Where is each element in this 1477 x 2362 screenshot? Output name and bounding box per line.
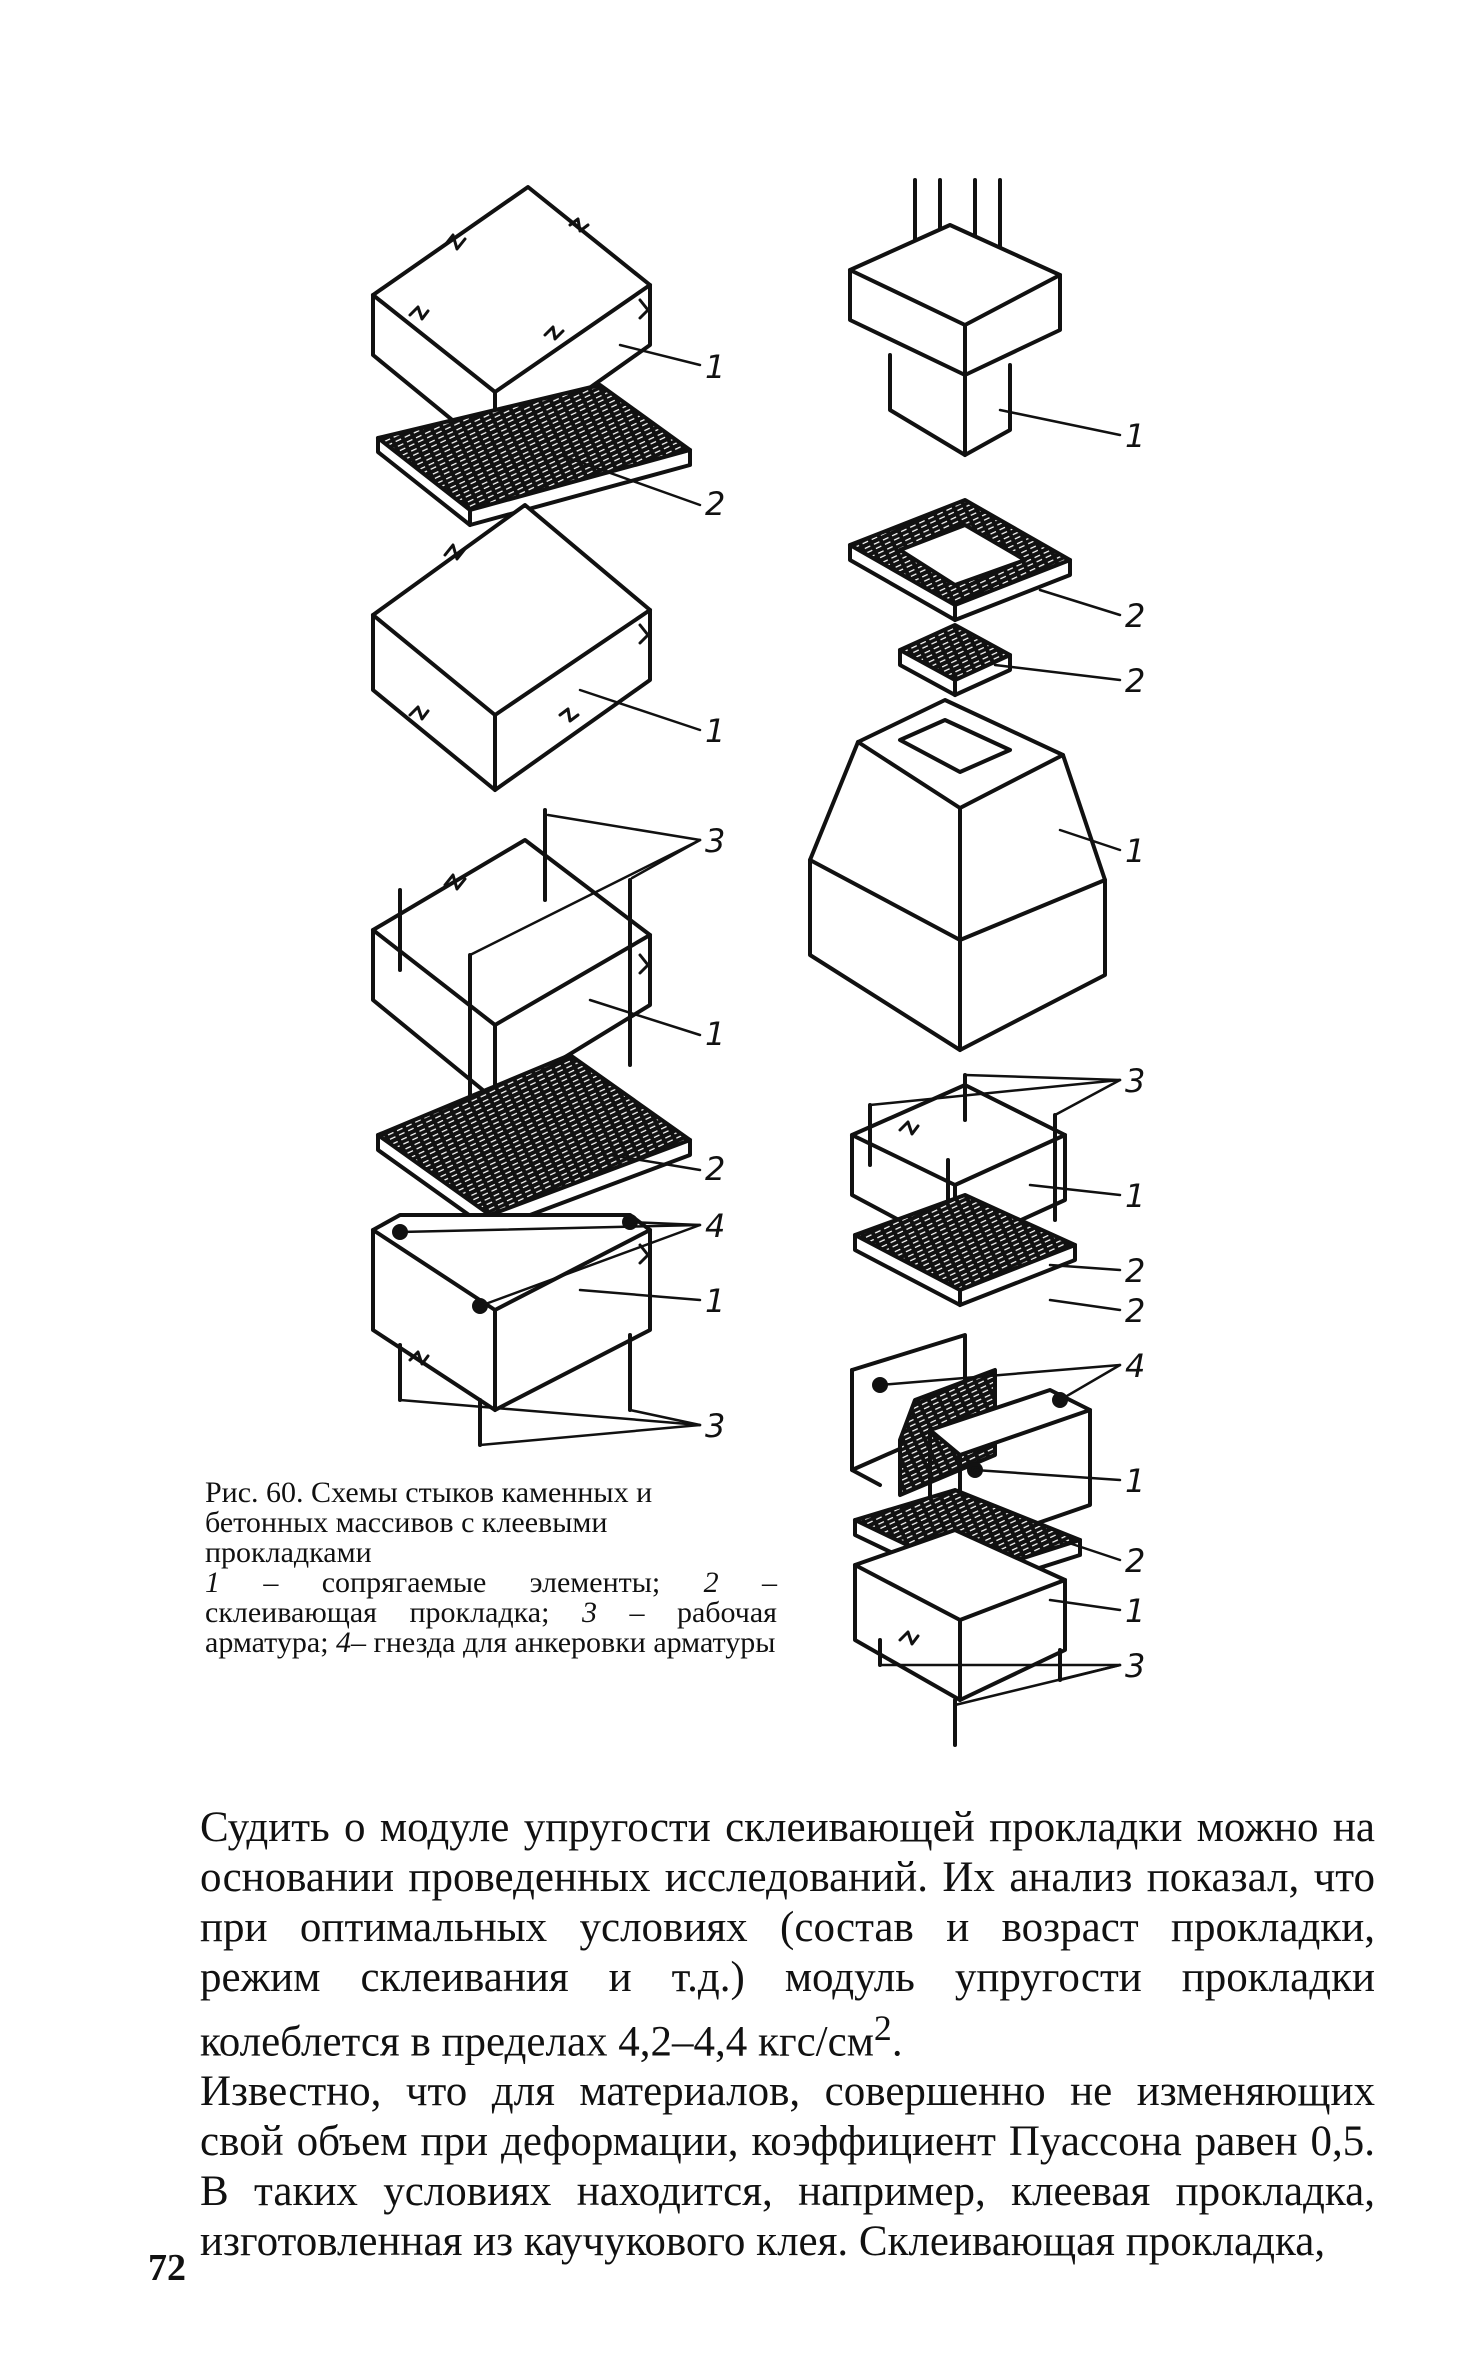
right-small-pad [900,625,1010,695]
label-1: 1 [705,348,726,386]
legend-text-3: – рабочая арматура; [205,1596,777,1659]
left-mid-pad [378,1055,690,1230]
left-top-pad [378,385,690,525]
legend-text-2: – склеивающая прокладка; [205,1566,777,1629]
label-1: 1 [1125,417,1146,455]
label-4: 4 [1125,1347,1146,1385]
label-2: 2 [1125,1542,1146,1580]
legend-num-3: 3 [581,1596,597,1629]
label-1: 1 [705,1282,726,1320]
caption-legend [205,1568,777,1658]
figure-caption [205,1478,777,1658]
right-column-cap [850,180,1060,455]
label-4: 4 [705,1207,726,1245]
legend-num-2: 2 [703,1566,719,1599]
label-2: 2 [705,1150,726,1188]
label-2: 2 [1125,597,1146,635]
right-bottom-block [855,1530,1065,1745]
label-2: 2 [1125,1292,1146,1330]
right-frame-pad [850,500,1070,620]
page-number: 72 [148,2247,186,2289]
label-2: 2 [705,485,726,523]
superscript: 2 [873,2008,892,2048]
body-text [200,1803,1375,2267]
legend-text-1: – сопрягаемые элементы; [220,1566,704,1599]
legend-num-4: 4 [336,1626,352,1659]
label-1: 1 [1125,832,1146,870]
legend-text-4: – гнезда для анкеровки арматуры [351,1626,776,1659]
paragraph-1-end: . [891,2018,903,2066]
label-3: 3 [1125,1062,1146,1100]
paragraph-2: Известно, что для материалов, совершенно не изменяющих свой объем при деформации, коэффициент Пуассона равен 0,5. В таких условиях находится, например, клеевая прокладка, изготовленная из каучукового клея. Склеивающая прокладка, [200,2068,1375,2266]
label-2: 2 [1125,662,1146,700]
legend-num-1: 1 [205,1566,220,1599]
paragraph-1-text: Судить о модуле упругости склеивающей прокладки можно на основании проведенных исследований. Их анализ показал, что при оптимальных условиях (состав и возраст прокладки, режим склеивания и т.д.) модуль упругости прокладки колеблется в пределах 4,2–4,4 кгс/см [200,1804,1375,2066]
label-1: 1 [1125,1462,1146,1500]
label-1: 1 [705,712,726,750]
caption-title: Рис. 60. Схемы стыков каменных и бетонных массивов с клеевыми прокладками [205,1476,653,1569]
label-3: 3 [705,822,726,860]
label-1: 1 [1125,1177,1146,1215]
label-1: 1 [705,1015,726,1053]
label-1: 1 [1125,1592,1146,1630]
label-3: 3 [1125,1647,1146,1685]
right-tapered-block [810,700,1105,1050]
label-3: 3 [705,1407,726,1445]
label-2: 2 [1125,1252,1146,1290]
left-second-block [373,505,650,790]
paragraph-1 [200,1803,1375,2067]
